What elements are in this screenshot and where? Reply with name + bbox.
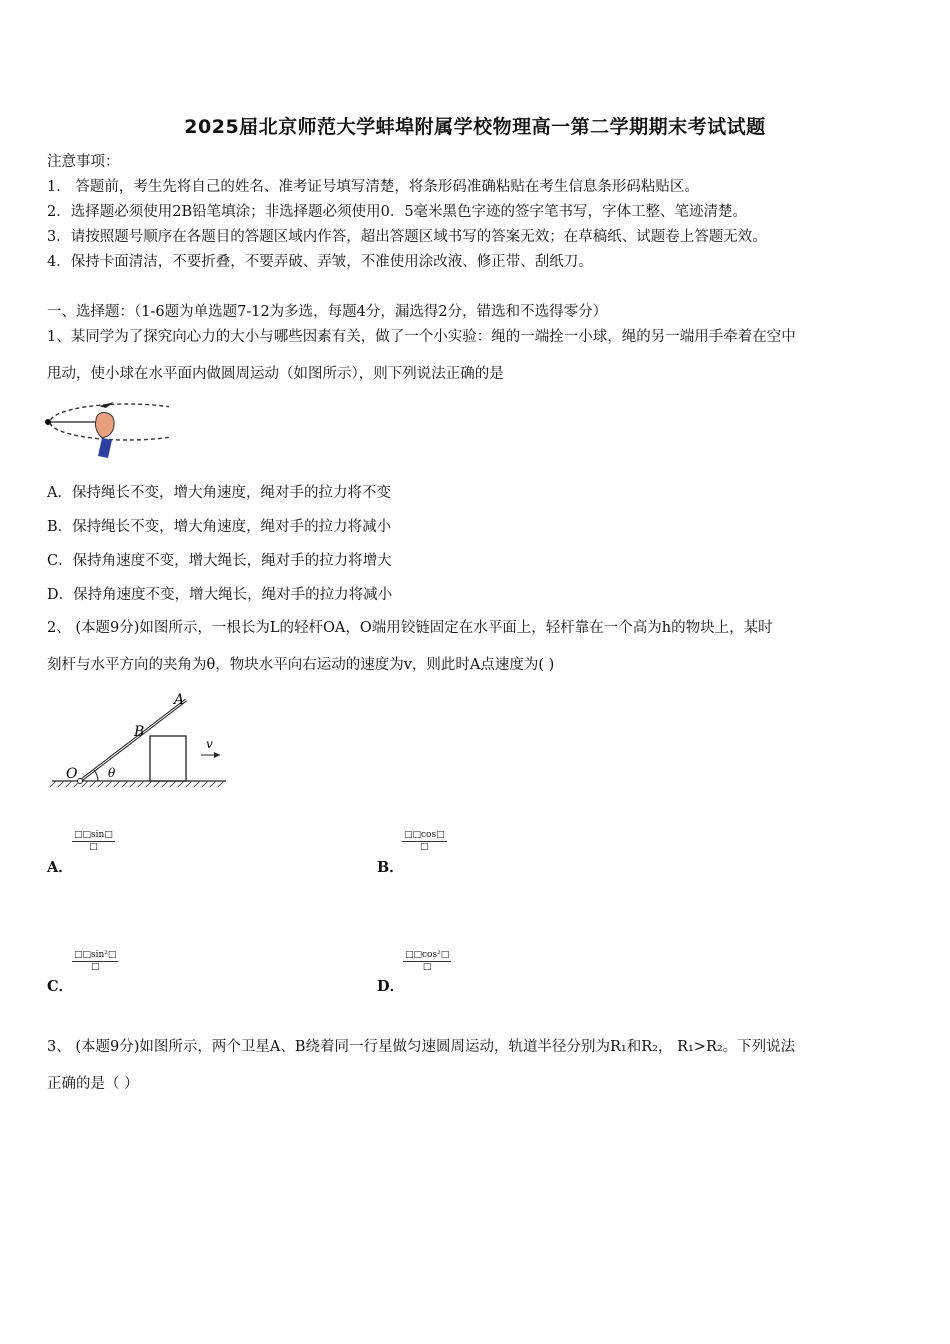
- q3-stem-line1: 3、 (本题9分)如图所示，两个卫星A、B绕着同一行星做匀速圆周运动，轨道半径分别为R₁和R₂， R₁>R₂。下列说法: [47, 1039, 796, 1055]
- notice-heading: 注意事项：: [47, 154, 120, 170]
- section-heading: 一、选择题：（1-6题为单选题7-12为多选，每题4分，漏选得2分，错选和不选得零分）: [47, 304, 608, 320]
- rod-highlight: [80, 700, 186, 781]
- sleeve: [98, 438, 112, 458]
- angle-arc: [94, 770, 98, 781]
- notice-item-1: 1． 答题前，考生先将自己的姓名、准考证号填写清楚，将条形码准确粘贴在考生信息条形码粘贴区。: [47, 179, 699, 195]
- q2-option-c-numerator: □□sin²□: [74, 950, 117, 960]
- q2-option-a-fraction: [72, 830, 115, 853]
- q2-option-a-numerator: □□sin□: [74, 830, 113, 840]
- q2-option-d-numerator: □□cos²□: [405, 950, 450, 960]
- velocity-arrow-icon: [214, 752, 220, 758]
- q1-stem-line1: 1、某同学为了探究向心力的大小与哪些因素有关，做了一个小实验：绳的一端拴一小球，绳的另一端用手牵着在空中: [47, 329, 796, 345]
- page-title: 2025届北京师范大学蚌埠附属学校物理高一第二学期期末考试试题: [184, 116, 766, 138]
- q2-option-a-denominator: □: [89, 842, 98, 852]
- hand-icon: [95, 413, 114, 438]
- q2-option-c-letter: C．: [47, 978, 74, 995]
- q1-stem-line2: 甩动，使小球在水平面内做圆周运动（如图所示），则下列说法正确的是: [47, 366, 504, 382]
- label-a: A: [174, 692, 185, 708]
- q2-option-d-denominator: □: [422, 962, 432, 972]
- notice-item-2: 2．选择题必须使用2B铅笔填涂；非选择题必须使用0．5毫米黑色字迹的签字笔书写，字体工整、笔迹清楚。: [47, 204, 748, 220]
- q1-option-b[interactable]: B．保持绳长不变，增大角速度，绳对手的拉力将减小: [47, 519, 392, 535]
- hinge: [78, 779, 83, 784]
- q2-option-d-letter: D．: [377, 978, 405, 995]
- q2-option-b-numerator: □□cos□: [404, 830, 445, 840]
- ball: [45, 419, 51, 425]
- q2-option-d-fraction: [403, 950, 451, 973]
- q2-option-c-fraction: [72, 950, 118, 973]
- q2-figure: [48, 688, 233, 793]
- q2-stem-line1: 2、 (本题9分)如图所示，一根长为L的轻杆OA，O端用铰链固定在水平面上，轻杆靠在一个高为h的物块上，某时: [47, 620, 773, 636]
- label-o: O: [66, 766, 78, 782]
- label-v: v: [206, 737, 213, 751]
- q2-option-b-denominator: □: [420, 842, 429, 852]
- q2-option-a-letter: A．: [47, 859, 73, 876]
- notice-item-3: 3．请按照题号顺序在各题目的答题区域内作答，超出答题区域书写的答案无效；在草稿纸、试题卷上答题无效。: [47, 229, 767, 245]
- q2-option-c-denominator: □: [90, 962, 100, 972]
- block: [150, 736, 186, 781]
- q2-option-b-letter: B．: [377, 859, 404, 876]
- label-theta: θ: [108, 766, 116, 780]
- q1-figure: [44, 398, 169, 468]
- q2-option-b-fraction: [402, 830, 447, 853]
- q1-option-a[interactable]: A．保持绳长不变，增大角速度，绳对手的拉力将不变: [47, 485, 391, 501]
- q1-option-c[interactable]: C．保持角速度不变，增大绳长，绳对手的拉力将增大: [47, 553, 392, 569]
- q3-stem-line2: 正确的是（ ）: [47, 1076, 139, 1092]
- label-b: B: [134, 724, 145, 740]
- q2-stem-line2: 刻杆与水平方向的夹角为θ，物块水平向右运动的速度为v，则此时A点速度为( ): [47, 657, 555, 673]
- notice-item-4: 4．保持卡面清洁，不要折叠，不要弄破、弄皱，不准使用涂改液、修正带、刮纸刀。: [47, 254, 593, 270]
- q1-option-d[interactable]: D．保持角速度不变，增大绳长，绳对手的拉力将减小: [47, 587, 393, 603]
